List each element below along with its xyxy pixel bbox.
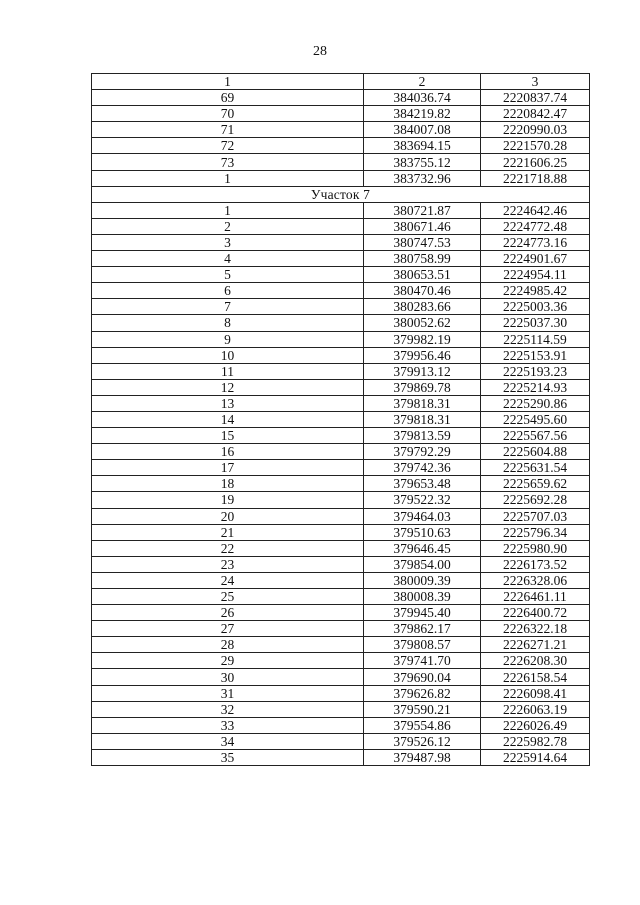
- y-coordinate-cell: 2225631.54: [481, 460, 590, 476]
- y-coordinate-cell: 2220837.74: [481, 90, 590, 106]
- y-coordinate-cell: 2226271.21: [481, 637, 590, 653]
- table-row: [92, 669, 590, 685]
- y-coordinate-cell: 2225692.28: [481, 492, 590, 508]
- y-coordinate-cell: 2225914.64: [481, 749, 590, 765]
- y-coordinate-cell: 2226322.18: [481, 621, 590, 637]
- point-number-cell: 14: [92, 411, 364, 427]
- y-coordinate-cell: 2226400.72: [481, 605, 590, 621]
- y-coordinate-cell: 2226063.19: [481, 701, 590, 717]
- section-title: Участок 7: [92, 186, 590, 202]
- table-row: [92, 283, 590, 299]
- x-coordinate-cell: 379862.17: [364, 621, 481, 637]
- x-coordinate-cell: 383694.15: [364, 138, 481, 154]
- x-coordinate-cell: 379653.48: [364, 476, 481, 492]
- coordinates-table: [91, 73, 590, 766]
- point-number-cell: 70: [92, 106, 364, 122]
- x-coordinate-cell: 379869.78: [364, 379, 481, 395]
- x-coordinate-cell: 379813.59: [364, 428, 481, 444]
- section-row: [92, 186, 590, 202]
- table-row: [92, 234, 590, 250]
- table-row: [92, 138, 590, 154]
- point-number-cell: 27: [92, 621, 364, 637]
- y-coordinate-cell: 2221606.25: [481, 154, 590, 170]
- x-coordinate-cell: 384007.08: [364, 122, 481, 138]
- column-header-number: 1: [92, 74, 364, 90]
- y-coordinate-cell: 2226208.30: [481, 653, 590, 669]
- point-number-cell: 29: [92, 653, 364, 669]
- table-row: [92, 717, 590, 733]
- point-number-cell: 71: [92, 122, 364, 138]
- point-number-cell: 20: [92, 508, 364, 524]
- x-coordinate-cell: 379646.45: [364, 540, 481, 556]
- point-number-cell: 34: [92, 733, 364, 749]
- point-number-cell: 31: [92, 685, 364, 701]
- y-coordinate-cell: 2225037.30: [481, 315, 590, 331]
- table-row: [92, 749, 590, 765]
- table-row: [92, 701, 590, 717]
- point-number-cell: 69: [92, 90, 364, 106]
- x-coordinate-cell: 380747.53: [364, 234, 481, 250]
- x-coordinate-cell: 379526.12: [364, 733, 481, 749]
- point-number-cell: 35: [92, 749, 364, 765]
- y-coordinate-cell: 2225796.34: [481, 524, 590, 540]
- y-coordinate-cell: 2225003.36: [481, 299, 590, 315]
- point-number-cell: 15: [92, 428, 364, 444]
- y-coordinate-cell: 2226461.11: [481, 589, 590, 605]
- y-coordinate-cell: 2220990.03: [481, 122, 590, 138]
- table-row: [92, 508, 590, 524]
- point-number-cell: 32: [92, 701, 364, 717]
- point-number-cell: 18: [92, 476, 364, 492]
- y-coordinate-cell: 2225604.88: [481, 444, 590, 460]
- point-number-cell: 23: [92, 556, 364, 572]
- x-coordinate-cell: 379982.19: [364, 331, 481, 347]
- y-coordinate-cell: 2224772.48: [481, 218, 590, 234]
- x-coordinate-cell: 379741.70: [364, 653, 481, 669]
- x-coordinate-cell: 380009.39: [364, 572, 481, 588]
- table-row: [92, 106, 590, 122]
- table-row: [92, 444, 590, 460]
- y-coordinate-cell: 2225290.86: [481, 395, 590, 411]
- y-coordinate-cell: 2226328.06: [481, 572, 590, 588]
- y-coordinate-cell: 2225567.56: [481, 428, 590, 444]
- x-coordinate-cell: 384036.74: [364, 90, 481, 106]
- point-number-cell: 11: [92, 363, 364, 379]
- table-row: [92, 122, 590, 138]
- column-header-x: 2: [364, 74, 481, 90]
- table-row: [92, 363, 590, 379]
- table-row: [92, 733, 590, 749]
- y-coordinate-cell: 2221570.28: [481, 138, 590, 154]
- x-coordinate-cell: 384219.82: [364, 106, 481, 122]
- y-coordinate-cell: 2226158.54: [481, 669, 590, 685]
- x-coordinate-cell: 380721.87: [364, 202, 481, 218]
- x-coordinate-cell: 379626.82: [364, 685, 481, 701]
- table-row: [92, 170, 590, 186]
- table-row: [92, 524, 590, 540]
- x-coordinate-cell: 383732.96: [364, 170, 481, 186]
- y-coordinate-cell: 2225707.03: [481, 508, 590, 524]
- point-number-cell: 12: [92, 379, 364, 395]
- y-coordinate-cell: 2225495.60: [481, 411, 590, 427]
- y-coordinate-cell: 2220842.47: [481, 106, 590, 122]
- table-row: [92, 154, 590, 170]
- table-row: [92, 685, 590, 701]
- table-row: [92, 90, 590, 106]
- point-number-cell: 13: [92, 395, 364, 411]
- point-number-cell: 26: [92, 605, 364, 621]
- x-coordinate-cell: 379913.12: [364, 363, 481, 379]
- y-coordinate-cell: 2224901.67: [481, 251, 590, 267]
- point-number-cell: 73: [92, 154, 364, 170]
- point-number-cell: 3: [92, 234, 364, 250]
- point-number-cell: 6: [92, 283, 364, 299]
- table-row: [92, 589, 590, 605]
- y-coordinate-cell: 2225214.93: [481, 379, 590, 395]
- y-coordinate-cell: 2226026.49: [481, 717, 590, 733]
- x-coordinate-cell: 380283.66: [364, 299, 481, 315]
- table-row: [92, 653, 590, 669]
- x-coordinate-cell: 383755.12: [364, 154, 481, 170]
- x-coordinate-cell: 379554.86: [364, 717, 481, 733]
- y-coordinate-cell: 2226098.41: [481, 685, 590, 701]
- point-number-cell: 4: [92, 251, 364, 267]
- x-coordinate-cell: 379818.31: [364, 411, 481, 427]
- y-coordinate-cell: 2225659.62: [481, 476, 590, 492]
- x-coordinate-cell: 380052.62: [364, 315, 481, 331]
- x-coordinate-cell: 380470.46: [364, 283, 481, 299]
- point-number-cell: 5: [92, 267, 364, 283]
- point-number-cell: 22: [92, 540, 364, 556]
- point-number-cell: 17: [92, 460, 364, 476]
- y-coordinate-cell: 2225193.23: [481, 363, 590, 379]
- y-coordinate-cell: 2225980.90: [481, 540, 590, 556]
- table-row: [92, 460, 590, 476]
- table-row: [92, 202, 590, 218]
- y-coordinate-cell: 2225114.59: [481, 331, 590, 347]
- y-coordinate-cell: 2224642.46: [481, 202, 590, 218]
- point-number-cell: 72: [92, 138, 364, 154]
- table-row: [92, 428, 590, 444]
- x-coordinate-cell: 380758.99: [364, 251, 481, 267]
- point-number-cell: 9: [92, 331, 364, 347]
- column-header-y: 3: [481, 74, 590, 90]
- point-number-cell: 10: [92, 347, 364, 363]
- table-row: [92, 492, 590, 508]
- point-number-cell: 28: [92, 637, 364, 653]
- point-number-cell: 1: [92, 202, 364, 218]
- table-row: [92, 267, 590, 283]
- table-header-row: [92, 74, 590, 90]
- y-coordinate-cell: 2225153.91: [481, 347, 590, 363]
- table-row: [92, 315, 590, 331]
- x-coordinate-cell: 380653.51: [364, 267, 481, 283]
- point-number-cell: 33: [92, 717, 364, 733]
- table-row: [92, 476, 590, 492]
- point-number-cell: 25: [92, 589, 364, 605]
- table-row: [92, 572, 590, 588]
- table-row: [92, 251, 590, 267]
- x-coordinate-cell: 379854.00: [364, 556, 481, 572]
- point-number-cell: 8: [92, 315, 364, 331]
- x-coordinate-cell: 379818.31: [364, 395, 481, 411]
- y-coordinate-cell: 2224773.16: [481, 234, 590, 250]
- table-row: [92, 637, 590, 653]
- point-number-cell: 19: [92, 492, 364, 508]
- point-number-cell: 16: [92, 444, 364, 460]
- table-row: [92, 411, 590, 427]
- table-row: [92, 395, 590, 411]
- x-coordinate-cell: 379690.04: [364, 669, 481, 685]
- x-coordinate-cell: 379792.29: [364, 444, 481, 460]
- x-coordinate-cell: 379522.32: [364, 492, 481, 508]
- x-coordinate-cell: 379510.63: [364, 524, 481, 540]
- table-row: [92, 379, 590, 395]
- x-coordinate-cell: 379945.40: [364, 605, 481, 621]
- table-row: [92, 605, 590, 621]
- table-row: [92, 540, 590, 556]
- point-number-cell: 2: [92, 218, 364, 234]
- x-coordinate-cell: 380671.46: [364, 218, 481, 234]
- table-row: [92, 556, 590, 572]
- x-coordinate-cell: 379956.46: [364, 347, 481, 363]
- x-coordinate-cell: 379808.57: [364, 637, 481, 653]
- y-coordinate-cell: 2226173.52: [481, 556, 590, 572]
- page-number: 28: [313, 44, 327, 59]
- x-coordinate-cell: 379464.03: [364, 508, 481, 524]
- point-number-cell: 30: [92, 669, 364, 685]
- y-coordinate-cell: 2224954.11: [481, 267, 590, 283]
- point-number-cell: 7: [92, 299, 364, 315]
- x-coordinate-cell: 379487.98: [364, 749, 481, 765]
- table-row: [92, 331, 590, 347]
- table-row: [92, 299, 590, 315]
- x-coordinate-cell: 380008.39: [364, 589, 481, 605]
- y-coordinate-cell: 2224985.42: [481, 283, 590, 299]
- point-number-cell: 21: [92, 524, 364, 540]
- point-number-cell: 24: [92, 572, 364, 588]
- point-number-cell: 1: [92, 170, 364, 186]
- table-row: [92, 218, 590, 234]
- y-coordinate-cell: 2225982.78: [481, 733, 590, 749]
- x-coordinate-cell: 379742.36: [364, 460, 481, 476]
- x-coordinate-cell: 379590.21: [364, 701, 481, 717]
- y-coordinate-cell: 2221718.88: [481, 170, 590, 186]
- coordinates-table-body: [92, 74, 590, 766]
- table-row: [92, 347, 590, 363]
- table-row: [92, 621, 590, 637]
